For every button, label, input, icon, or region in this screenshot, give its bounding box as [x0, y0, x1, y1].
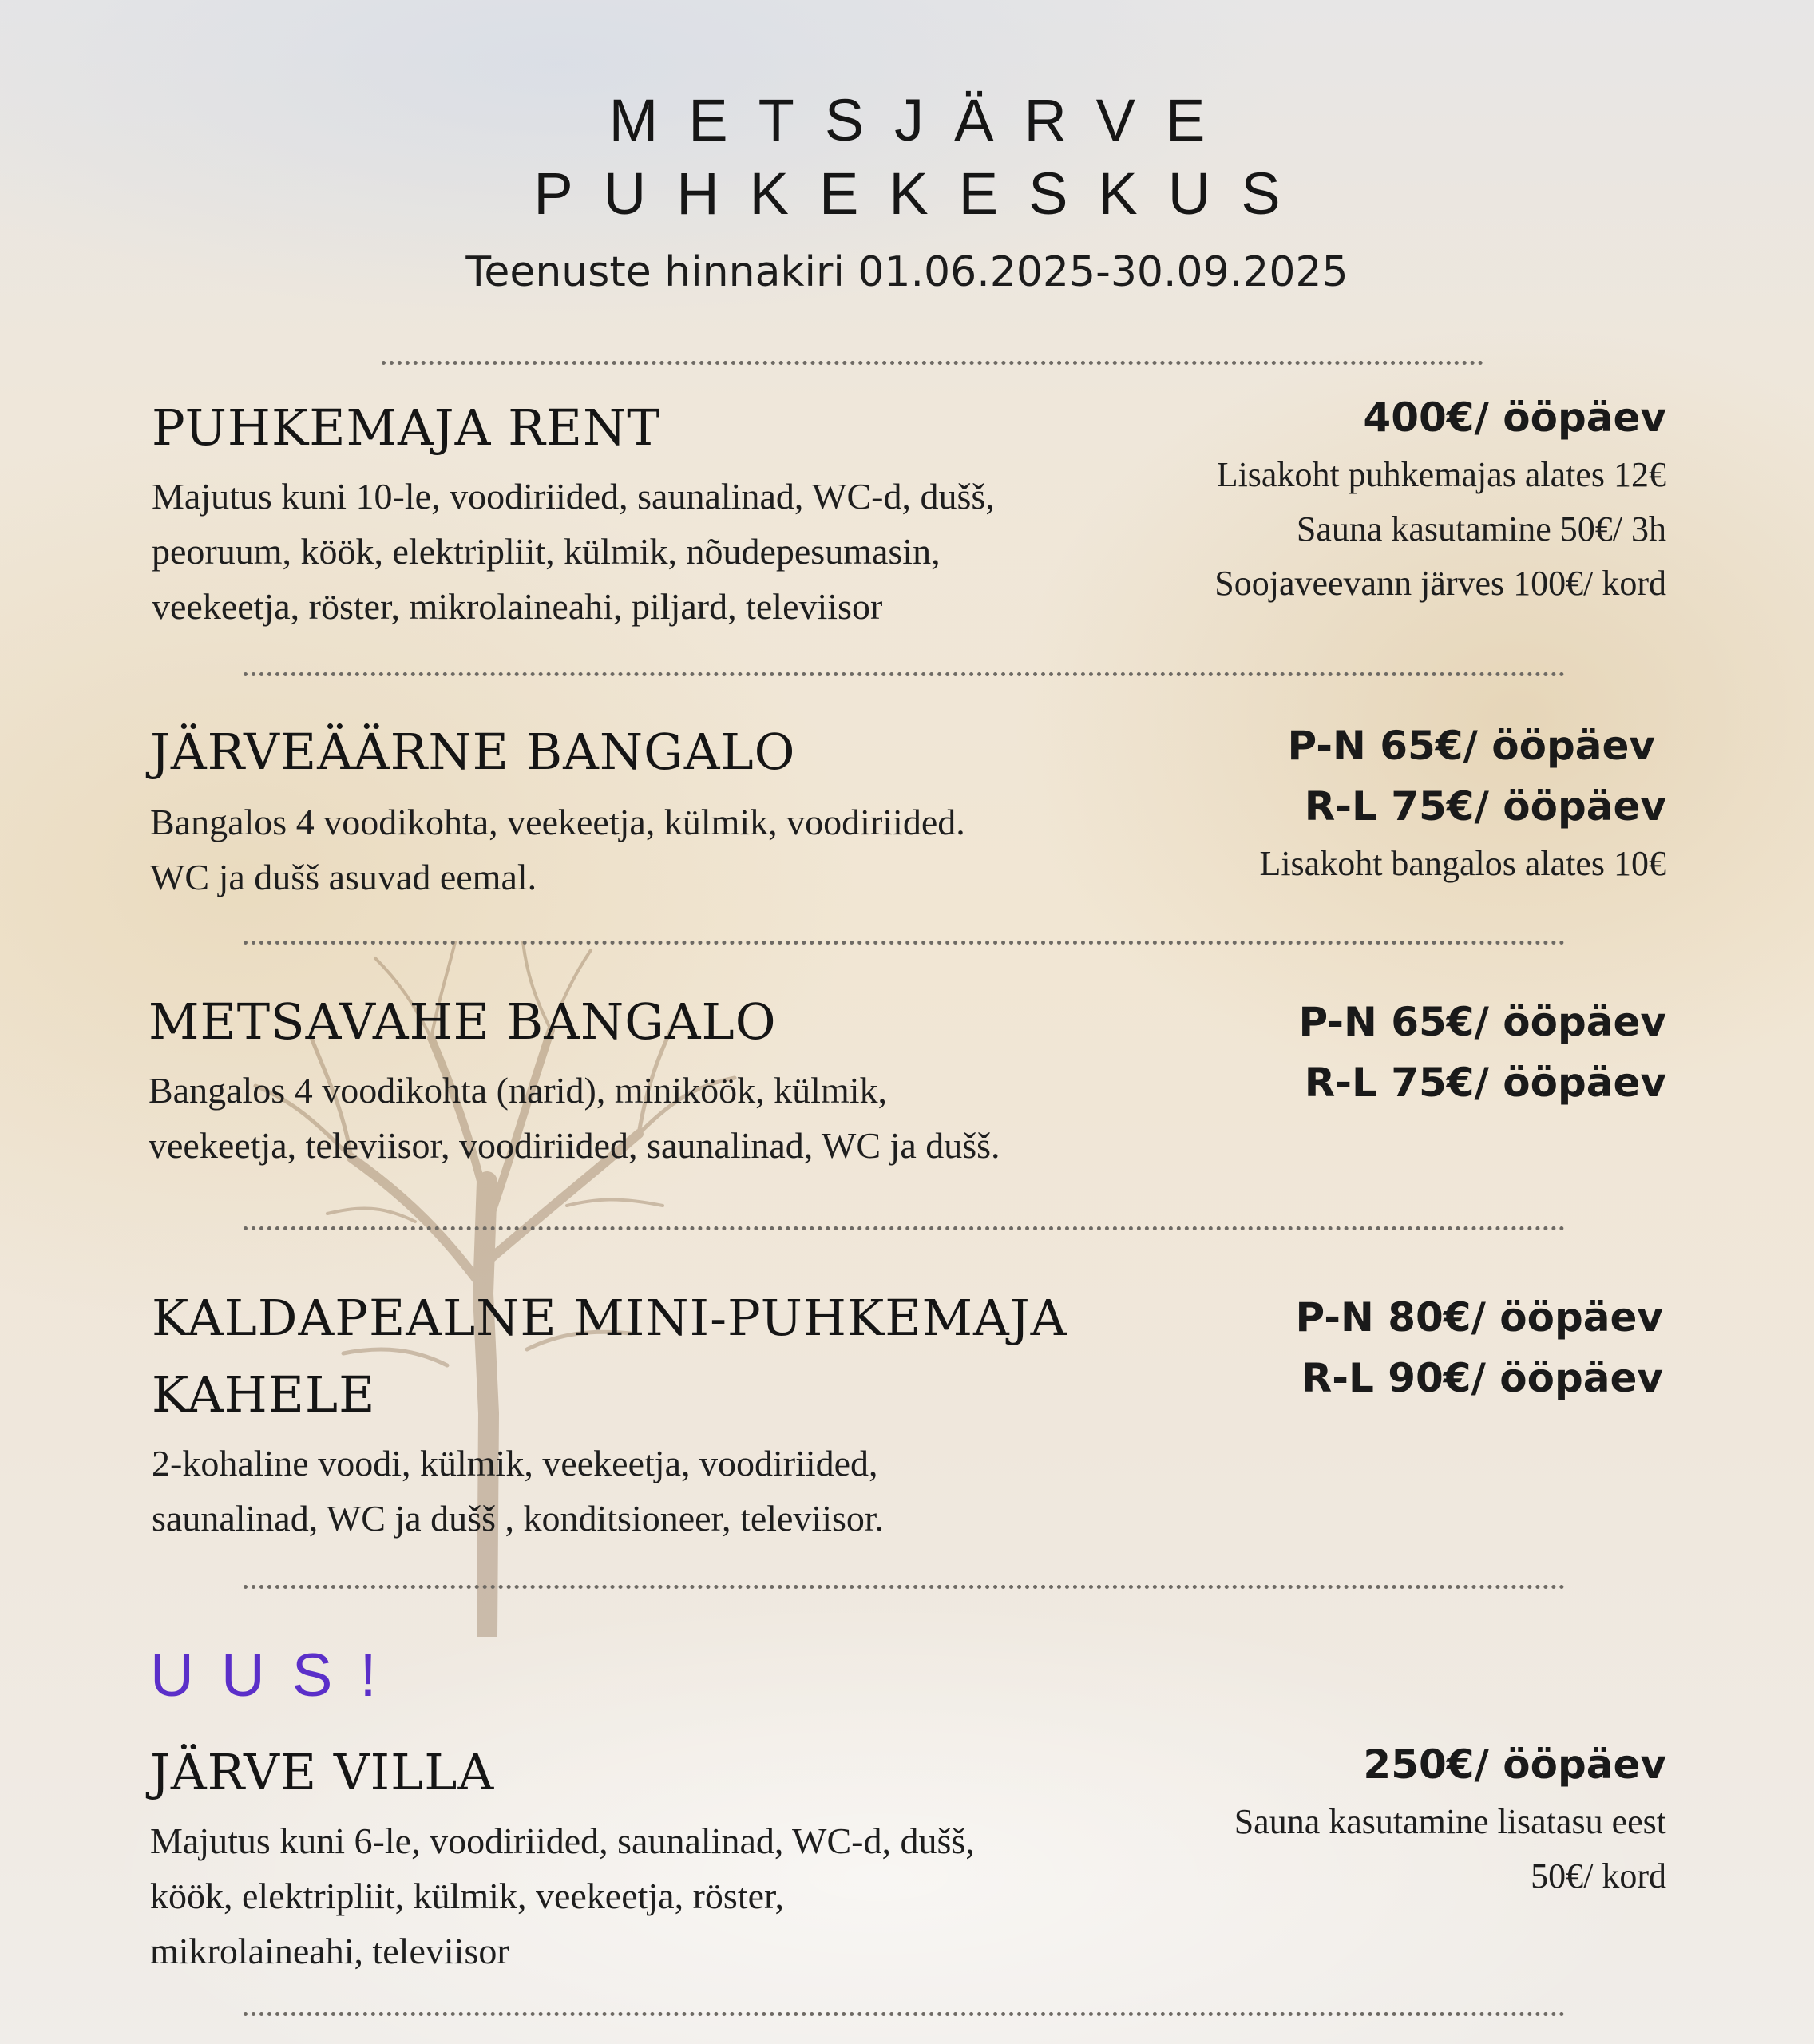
section-description	[152, 469, 995, 634]
price-main: P-N 65€/ ööpäev	[1287, 723, 1655, 769]
price-main: P-N 80€/ ööpäev	[1295, 1294, 1663, 1341]
description-line: veekeetja, röster, mikrolaineahi, piljard, televiisor	[152, 586, 883, 627]
section-title-line: KALDAPEALNE MINI-PUHKEMAJA	[152, 1289, 1067, 1347]
price-column	[1298, 992, 1666, 1113]
section-title: PUHKEMAJA RENT	[152, 398, 661, 457]
price-main: R-L 90€/ ööpäev	[1301, 1355, 1663, 1401]
price-extra: Sauna kasutamine lisatasu eest	[1234, 1802, 1666, 1841]
section-description	[150, 794, 965, 905]
description-line: Bangalos 4 voodikohta (narid), miniköök, külmik,	[149, 1070, 888, 1111]
section-title: METSAVAHE BANGALO	[149, 992, 777, 1051]
page-title-line1: METSJÄRVE	[608, 87, 1236, 153]
price-main: P-N 65€/ ööpäev	[1298, 999, 1666, 1045]
section-description	[149, 1063, 1000, 1173]
description-line: Majutus kuni 10-le, voodiriided, saunalinad, WC-d, dušš,	[152, 476, 995, 517]
description-line: WC ja dušš asuvad eemal.	[150, 857, 537, 897]
divider	[244, 672, 1565, 676]
section-description	[152, 1436, 884, 1546]
price-column	[1259, 715, 1666, 891]
new-badge: UUS!	[150, 1642, 404, 1709]
section-description	[150, 1813, 975, 1979]
description-line: Majutus kuni 6-le, voodiriided, saunalinad, WC-d, dušš,	[150, 1820, 975, 1861]
divider	[244, 2012, 1565, 2016]
description-line: saunalinad, WC ja dušš , konditsioneer, televiisor.	[152, 1498, 885, 1539]
description-line: köök, elektripliit, külmik, veekeetja, röster,	[150, 1876, 784, 1916]
price-column	[1295, 1287, 1666, 1408]
price-extra: Lisakoht puhkemajas alates 12€	[1216, 455, 1666, 494]
description-line: veekeetja, televiisor, voodiriided, saunalinad, WC ja dušš.	[149, 1125, 1000, 1166]
page-subtitle: Teenuste hinnakiri 01.06.2025-30.09.2025	[465, 248, 1349, 296]
price-main: 400€/ ööpäev	[1363, 394, 1666, 441]
divider	[244, 1226, 1565, 1230]
price-column	[1234, 1734, 1666, 1903]
section-title-line: KAHELE	[152, 1365, 376, 1424]
price-extra: Lisakoht bangalos alates 10€	[1259, 844, 1666, 883]
section-title: JÄRVEÄÄRNE BANGALO	[150, 723, 796, 781]
price-main: R-L 75€/ ööpäev	[1304, 1060, 1666, 1106]
description-line: mikrolaineahi, televiisor	[150, 1931, 509, 1971]
price-main: 250€/ ööpäev	[1363, 1741, 1666, 1788]
divider	[382, 361, 1483, 365]
price-extra: Sauna kasutamine 50€/ 3h	[1296, 509, 1666, 549]
section-title	[152, 1280, 1067, 1433]
price-extra: Soojaveevann järves 100€/ kord	[1214, 564, 1666, 603]
section-title: JÄRVE VILLA	[150, 1743, 495, 1801]
price-column	[1214, 387, 1666, 611]
price-extra: 50€/ kord	[1531, 1856, 1666, 1895]
description-line: peoruum, köök, elektripliit, külmik, nõudepesumasin,	[152, 531, 941, 572]
header	[0, 84, 1814, 296]
divider	[244, 1585, 1565, 1589]
description-line: Bangalos 4 voodikohta, veekeetja, külmik, voodiriided.	[150, 802, 965, 842]
price-main: R-L 75€/ ööpäev	[1304, 783, 1666, 830]
divider	[244, 941, 1565, 945]
page-title-line2: PUHKEKESKUS	[533, 160, 1311, 227]
description-line: 2-kohaline voodi, külmik, veekeetja, voodiriided,	[152, 1443, 878, 1483]
